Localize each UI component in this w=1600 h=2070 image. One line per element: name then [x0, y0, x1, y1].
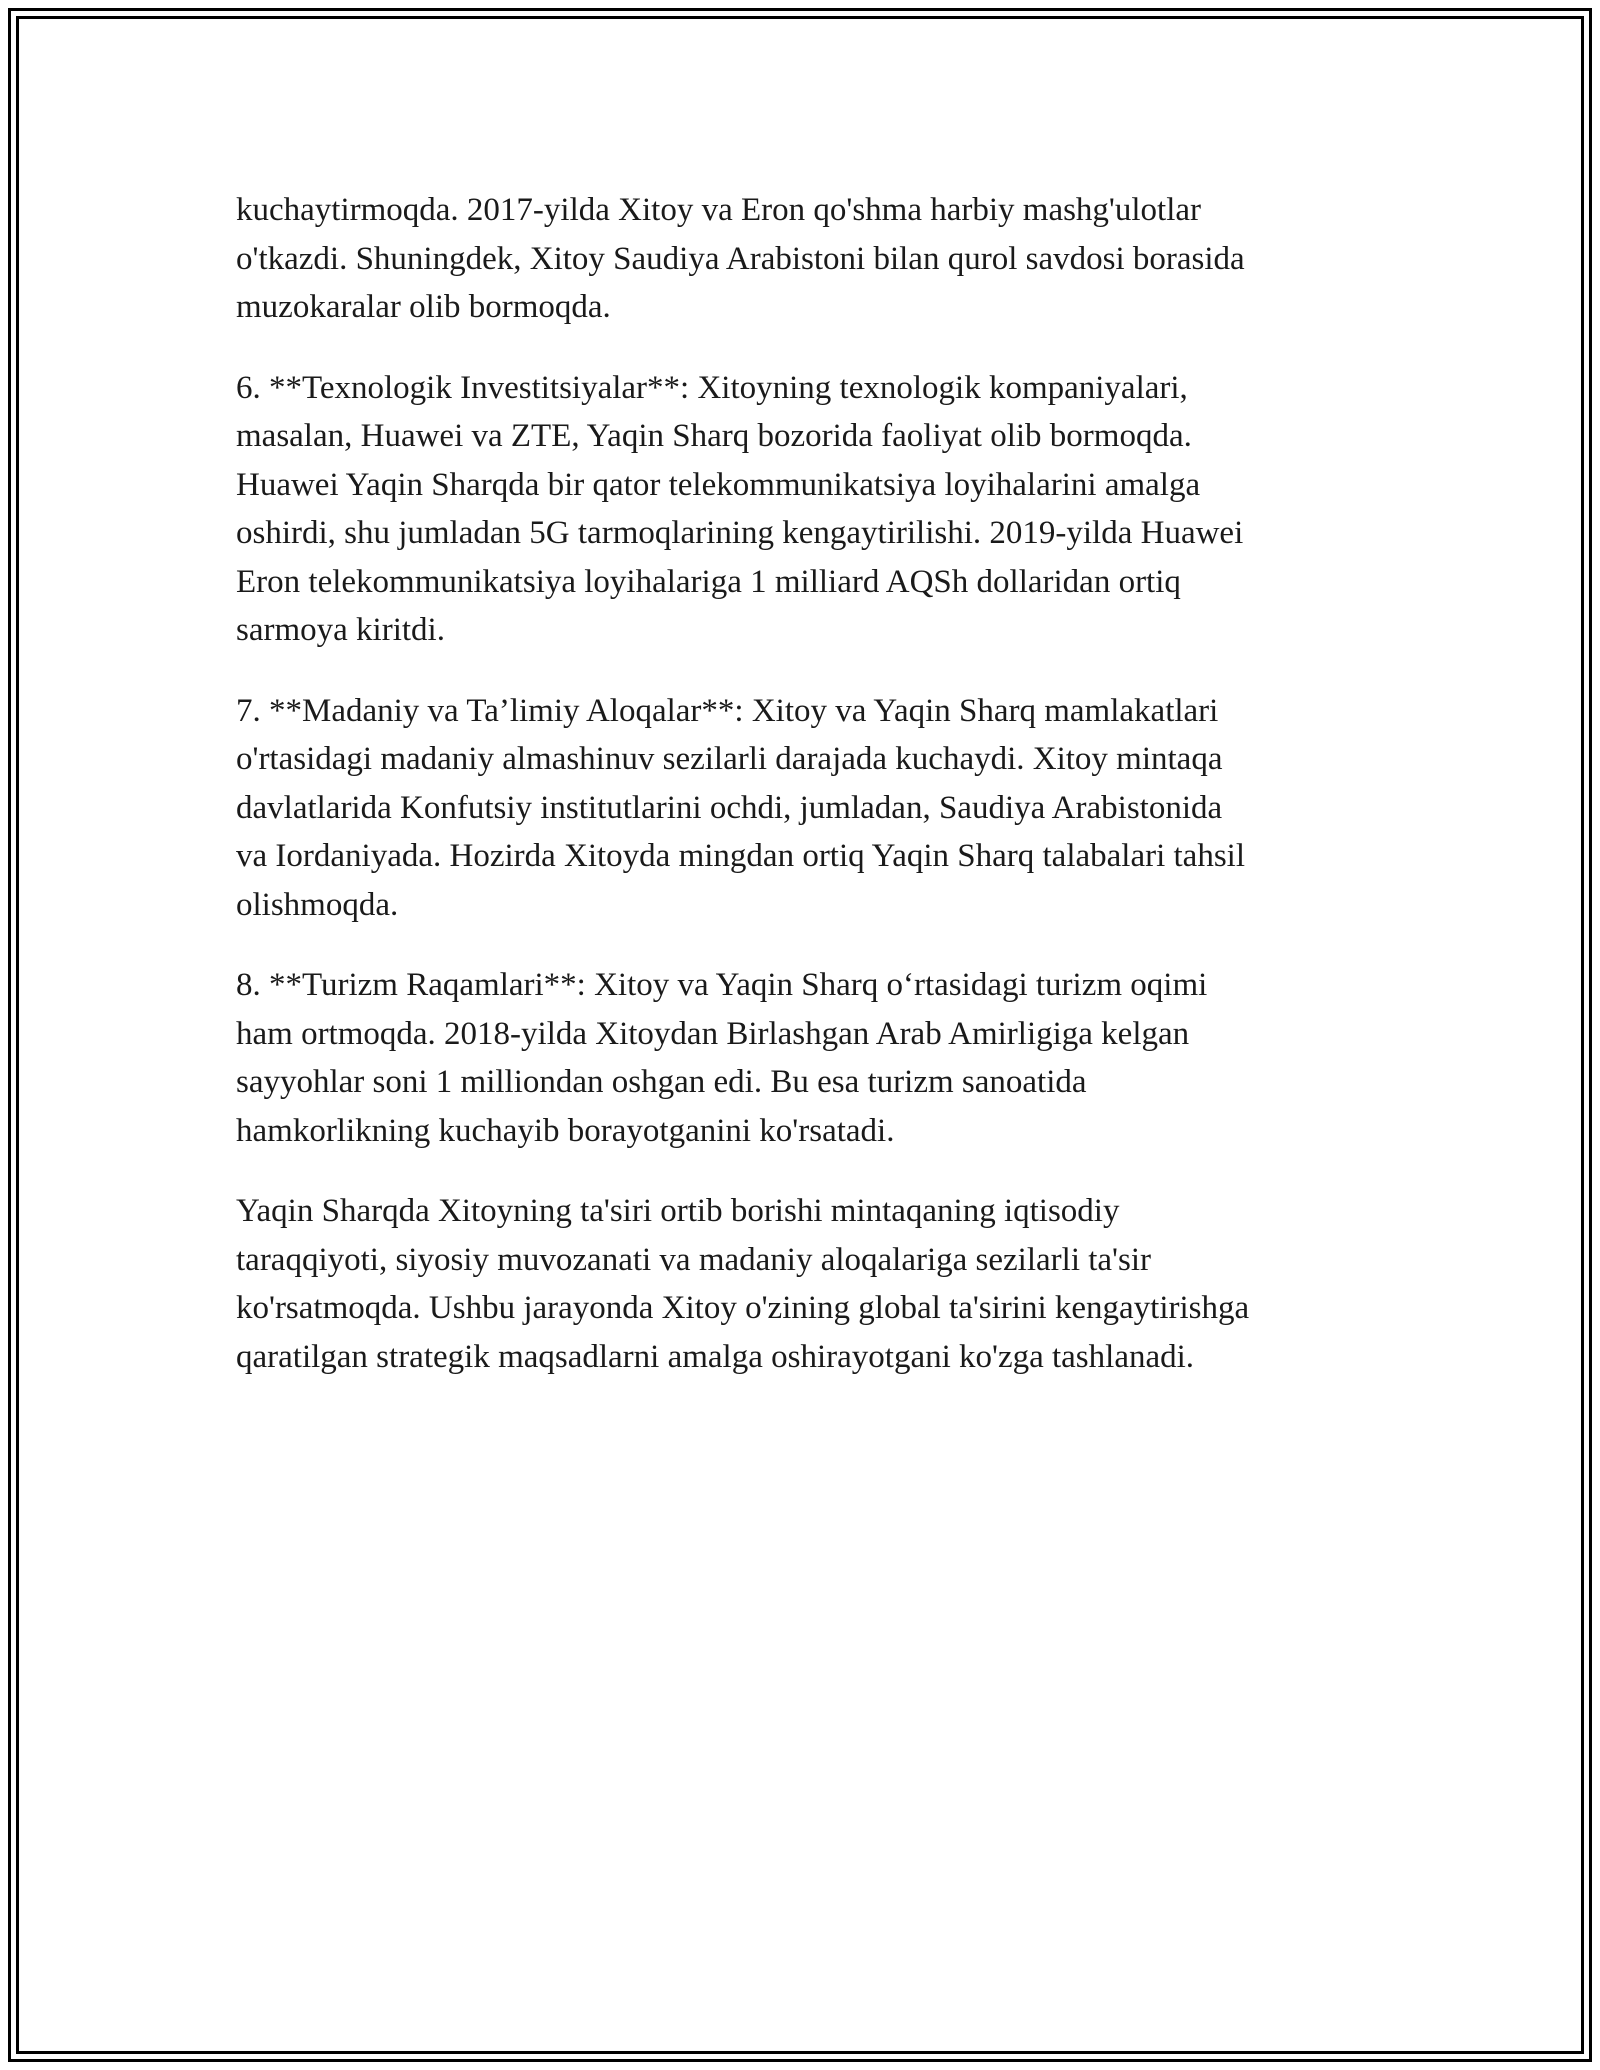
text-line: 8. **Turizm Raqamlari**: Xitoy va Yaqin Sharq o‘rtasidagi turizm oqimi — [236, 967, 1208, 1003]
text-line: 6. **Texnologik Investitsiyalar**: Xitoyning texnologik kompaniyalari, — [236, 369, 1188, 406]
text-line: sarmoya kiritdi. — [236, 612, 445, 648]
text-line: va Iordaniyada. Hozirda Xitoyda mingdan ortiq Yaqin Sharq talabalari tahsil — [236, 838, 1245, 874]
paragraph-cultural-education — [236, 687, 1386, 930]
text-line: muzokaralar olib bormoqda. — [236, 289, 611, 325]
text-line: kuchaytirmoqda. 2017-yilda Xitoy va Eron qo'shma harbiy mashg'ulotlar — [236, 192, 1202, 228]
text-line: oshirdi, shu jumladan 5G tarmoqlarining kengaytirilishi. 2019-yilda Huawei — [236, 515, 1244, 551]
text-line: masalan, Huawei va ZTE, Yaqin Sharq bozorida faoliyat olib bormoqda. — [236, 418, 1192, 454]
text-line: ham ortmoqda. 2018-yilda Xitoydan Birlashgan Arab Amirligiga kelgan — [236, 1015, 1190, 1052]
paragraph-military-cooperation — [236, 186, 1386, 332]
paragraph-tourism — [236, 961, 1386, 1155]
text-line: ko'rsatmoqda. Ushbu jarayonda Xitoy o'zining global ta'sirini kengaytirishga — [236, 1290, 1250, 1326]
text-line: 7. **Madaniy va Ta’limiy Aloqalar**: Xitoy va Yaqin Sharq mamlakatlari — [236, 692, 1219, 729]
text-line: o'rtasidagi madaniy almashinuv sezilarli darajada kuchaydi. Xitoy mintaqa — [236, 741, 1223, 777]
paragraph-technology-investments — [236, 364, 1386, 655]
paragraph-conclusion — [236, 1187, 1386, 1381]
text-line: qaratilgan strategik maqsadlarni amalga oshirayotgani ko'zga tashlanadi. — [236, 1338, 1195, 1375]
text-line: Eron telekommunikatsiya loyihalariga 1 milliard AQSh dollaridan ortiq — [236, 563, 1181, 600]
text-line: Yaqin Sharqda Xitoyning ta'siri ortib borishi mintaqaning iqtisodiy — [236, 1193, 1120, 1229]
text-line: hamkorlikning kuchayib borayotganini ko'rsatadi. — [236, 1112, 895, 1149]
text-line: sayyohlar soni 1 milliondan oshgan edi. Bu esa turizm sanoatida — [236, 1064, 1087, 1100]
text-line: o'tkazdi. Shuningdek, Xitoy Saudiya Arabistoni bilan qurol savdosi borasida — [236, 240, 1245, 277]
document-body — [236, 186, 1386, 1413]
text-line: olishmoqda. — [236, 886, 399, 923]
text-line: Huawei Yaqin Sharqda bir qator telekommunikatsiya loyihalarini amalga — [236, 466, 1201, 503]
text-line: taraqqiyoti, siyosiy muvozanati va madaniy aloqalariga sezilarli ta'sir — [236, 1241, 1151, 1278]
text-line: davlatlarida Konfutsiy institutlarini ochdi, jumladan, Saudiya Arabistonida — [236, 789, 1223, 826]
